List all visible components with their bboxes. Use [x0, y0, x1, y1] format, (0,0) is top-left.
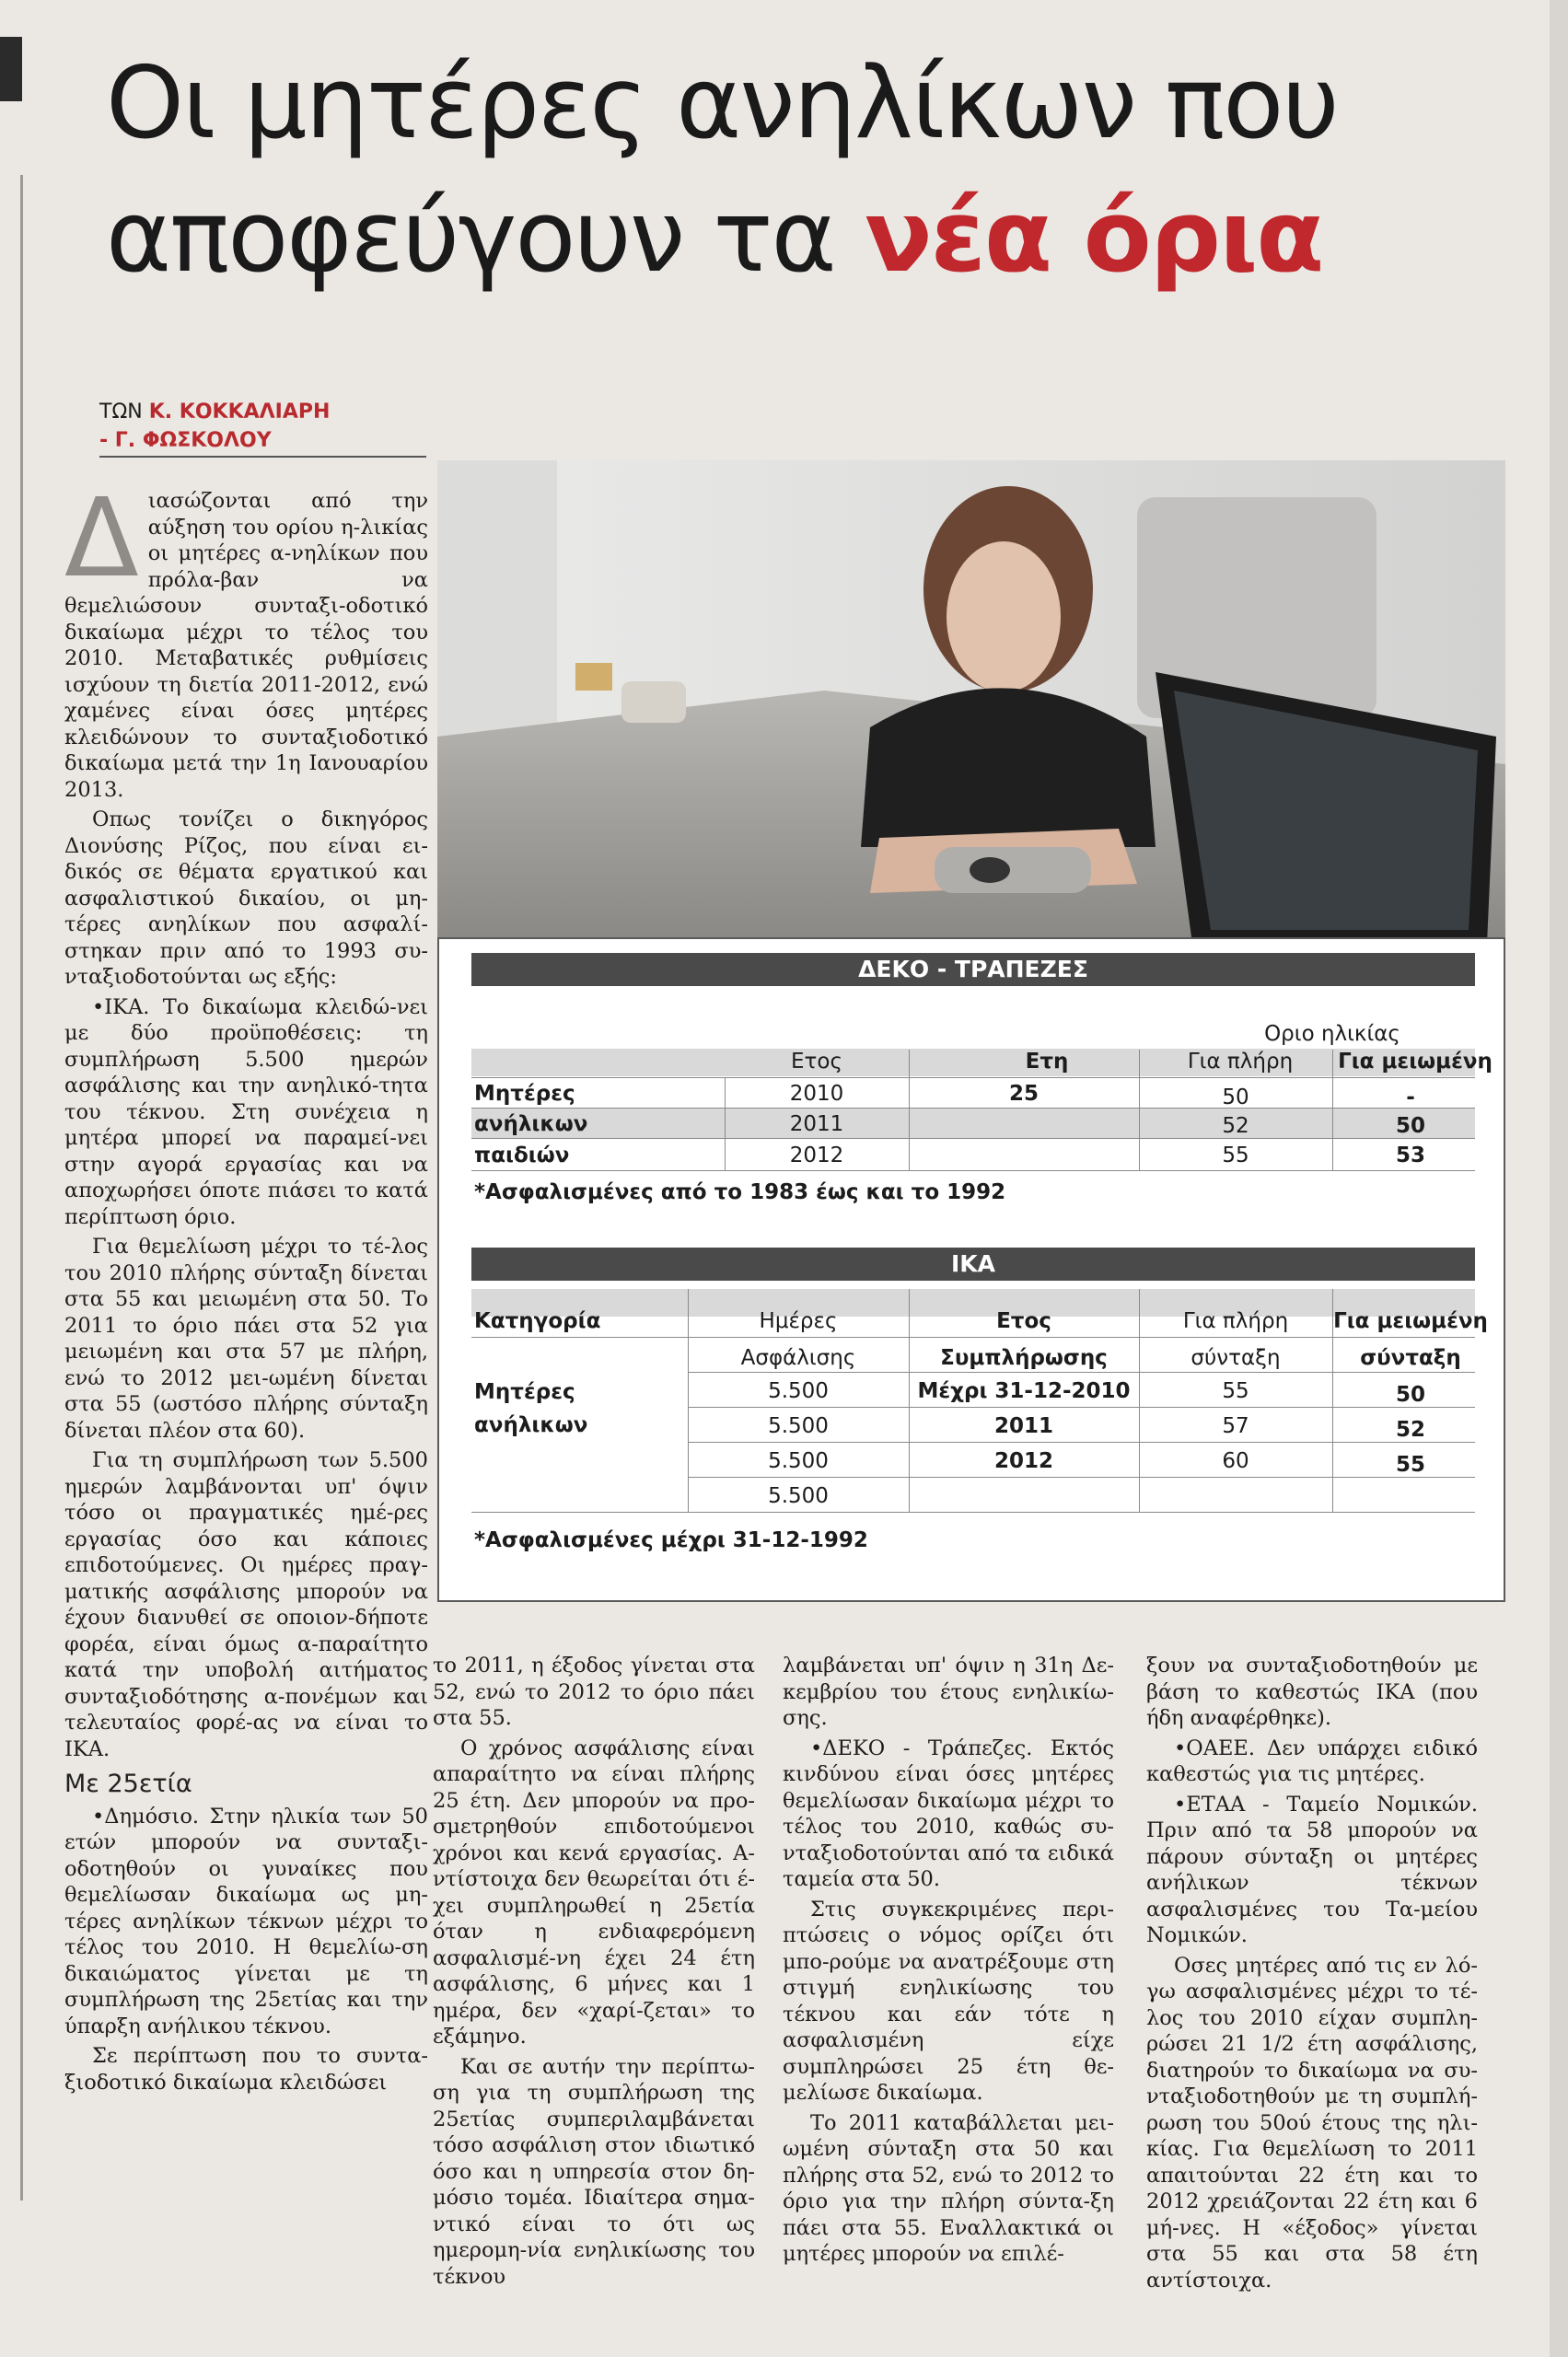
article-column-1	[64, 474, 428, 2099]
table1-row-label: ανήλικων	[474, 1112, 588, 1136]
headline-line-2: αποφεύγουν τα νέα όρια	[106, 180, 1323, 295]
table1-title: ΔΕΚΟ - ΤΡΑΠΕΖΕΣ	[471, 953, 1475, 986]
table2-full: 57	[1222, 1414, 1249, 1438]
table2-rule	[471, 1337, 1475, 1338]
table2-full: 55	[1222, 1379, 1249, 1403]
table1-reduced: 50	[1395, 1114, 1425, 1138]
paragraph: Για τη συμπλήρωση των 5.500 ημερών λαμβάνονται υπ' όψιν τόσο οι πραγματικές ημέ-ρες εργασίας όσο και κάποιες επιδοτούμενες. Οι ημέρες πραγ-ματικής ασφάλισης μπορούν να έχουν διανυθεί σε οποιον-δήποτε φορέα, είναι όμως α-παραίτητο κατά την υποβολή αιτήματος συνταξιοδότησης α-πονέμων και τελευταίος φορέ-ας να είναι το ΙΚΑ.	[64, 1448, 428, 1761]
paragraph: •Δημόσιο. Στην ηλικία των 50 ετών μπορούν να συνταξι-οδοτηθούν οι γυναίκες που θεμελίωσαν δικαίωμα ως μη-τέρες ανηλίκων τέκνων μέχρι το τέλος του 2010. Η θεμελίω-ση δικαιώματος γίνεται με τη συμπλήρωση της 25ετίας και την ύπαρξη ανήλικου τέκνου.	[64, 1804, 428, 2038]
table2-year: 2012	[993, 1449, 1053, 1473]
article-column-3	[783, 1653, 1114, 2271]
table2-header-days-2: Ασφάλισης	[740, 1346, 856, 1370]
article-column-2	[433, 1653, 755, 2293]
table1-year: 2010	[789, 1082, 844, 1106]
table1-years-required: 25	[1008, 1082, 1039, 1106]
table2-header-reduced-1: Για μειωμένη	[1333, 1309, 1488, 1333]
table2-row-label: Μητέρες	[474, 1380, 575, 1404]
paragraph: •ΕΤΑΑ - Ταμείο Νομικών. Πριν από τα 58 μπορούν να πάρουν σύνταξη οι μητέρες ανήλικων τέκνων ασφαλισμένες του Τα-μείου Νομικών.	[1146, 1792, 1478, 1947]
table2-header-full-2: σύνταξη	[1191, 1346, 1281, 1370]
byline-rule	[99, 456, 426, 458]
table2-reduced: 52	[1395, 1418, 1425, 1442]
table2-header-full-1: Για πλήρη	[1182, 1309, 1289, 1333]
table2-year: 2011	[993, 1414, 1053, 1438]
paragraph: λαμβάνεται υπ' όψιν η 31η Δε-κεμβρίου του έτους ενηλικίω-σης.	[783, 1654, 1114, 1730]
table1-row-label: παιδιών	[474, 1144, 570, 1167]
table2-header-year-1: Ετος	[996, 1309, 1051, 1333]
paragraph: •ΟΑΕΕ. Δεν υπάρχει ειδικό καθεστώς για τις μητέρες.	[1146, 1736, 1478, 1786]
paragraph: Στις συγκεκριμένες περι-πτώσεις ο νόμος ορίζει ότι μπο-ρούμε να ανατρέξουμε στη στιγμή ενηλικίωσης του τέκνου και εάν τότε η ασφαλισμένη είχε συμπληρώσει 25 έτη θε-μελίωσε δικαίωμα.	[783, 1897, 1114, 2105]
table2-days: 5.500	[768, 1484, 829, 1508]
table1-group-header: Οριο ηλικίας	[1264, 1022, 1400, 1046]
gutter-bar	[0, 37, 22, 101]
headline	[106, 37, 1542, 304]
paragraph: ξουν να συνταξιοδοτηθούν με βάση το καθεστώς ΙΚΑ (που ήδη αναφέρθηκε).	[1146, 1654, 1478, 1730]
article-photo	[437, 460, 1505, 944]
table2-title: ΙΚΑ	[471, 1248, 1475, 1281]
table1-year: 2011	[789, 1112, 844, 1136]
column-divider	[20, 175, 23, 2200]
data-tables-box	[437, 937, 1505, 1602]
subhead: Με 25ετία	[64, 1770, 192, 1798]
article-column-4	[1146, 1653, 1478, 2297]
paragraph: Ο χρόνος ασφάλισης είναι απαραίτητο να είναι πλήρης 25 έτη. Δεν μπορούν να προ-σμετρηθούν επιδοτούμενοι χρόνοι και κενά εργασίας. Α-ντίστοιχα δεν θεωρείται ότι έ-χει συμπληρωθεί η 25ετία όταν η ενδιαφερόμενη ασφαλισμέ-νη έχει 24 έτη ασφάλισης, 6 μήνες και 1 ημέρα, δεν «χαρί-ζεται» το εξάμηνο.	[433, 1736, 755, 2049]
table2-days: 5.500	[768, 1449, 829, 1473]
table1-header-years: Ετη	[1025, 1050, 1069, 1074]
table2-row-label: ανήλικων	[474, 1413, 588, 1437]
headline-line-1: Οι μητέρες ανηλίκων που	[106, 46, 1338, 161]
paragraph: •ΙΚΑ. Το δικαίωμα κλειδώ-νει με δύο προϋποθέσεις: τη συμπλήρωση 5.500 ημερών ασφάλισης και την ανηλικό-τητα του τέκνου. Στη συνέχεια η μητέρα μπορεί να παραμεί-νει στην αγορά εργασίας και να αποχωρήσει όποτε πιάσει το κατά περίπτωση όριο.	[64, 994, 428, 1229]
table1-header-reduced: Για μειωμένη	[1338, 1050, 1493, 1074]
table2-reduced: 50	[1395, 1383, 1425, 1407]
byline-author-1: Κ. ΚΟΚΚΑΛΙΑΡΗ	[148, 401, 331, 424]
table2-rule	[688, 1372, 1475, 1373]
drop-cap: Δ	[64, 474, 139, 601]
table2-rule	[471, 1512, 1475, 1513]
paragraph: •ΔΕΚΟ - Τράπεζες. Εκτός κινδύνου είναι όσες μητέρες θεμελίωσαν δικαίωμα μέχρι το τέλος του 2010, καθώς συ-νταξιοδοτούνται από τα ειδικά ταμεία στα 50.	[783, 1736, 1114, 1891]
table1-rule	[909, 1050, 910, 1170]
table2-days: 5.500	[768, 1379, 829, 1403]
headline-accent: νέα όρια	[865, 180, 1323, 295]
table2-reduced: 55	[1395, 1453, 1425, 1477]
table2-note: *Ασφαλισμένες μέχρι 31-12-1992	[474, 1528, 868, 1552]
lead-paragraph: Διασώζονται από την αύξηση του ορίου η-λικίας οι μητέρες α-νηλίκων που πρόλα-βαν να θεμελιώσουν συνταξι-οδοτικό δικαίωμα μέχρι το τέλος του 2010. Μεταβατικές ρυθμίσεις ισχύουν τη διετία 2011-2012, ενώ χαμένες είναι όσες μητέρες κλειδώνουν το συνταξιοδοτικό δικαίωμα μετά την 1η Ιανουαρίου 2013.	[64, 474, 428, 802]
paragraph: Το 2011 καταβάλλεται μει-ωμένη σύνταξη στα 50 και πλήρης στα 52, ενώ το 2012 το όριο για την πλήρη σύντα-ξη πάει στα 55. Εναλλακτικά οι μητέρες μπορούν να επιλέ-	[783, 2110, 1114, 2266]
woman-at-desk-photo	[437, 460, 1505, 944]
table1-rule	[471, 1077, 1475, 1078]
table1-header-full: Για πλήρη	[1187, 1050, 1294, 1074]
table2-header-reduced-2: σύνταξη	[1360, 1346, 1461, 1370]
table1-rule	[471, 1170, 1475, 1171]
paragraph: το 2011, η έξοδος γίνεται στα 52, ενώ το 2012 το όριο πάει στα 55.	[433, 1654, 755, 1730]
table1-header-year: Ετος	[791, 1050, 842, 1074]
table2-header-days-1: Ημέρες	[759, 1309, 838, 1333]
paragraph: Οπως τονίζει ο δικηγόρος Διονύσης Ρίζος, που είναι ει-δικός σε θέματα εργατικού και ασφαλιστικού δικαίου, οι μη-τέρες ανηλίκων που ασφαλί-στηκαν πριν από το 1993 συ-νταξιοδοτούνται ως εξής:	[64, 807, 428, 989]
table2-full: 60	[1222, 1449, 1249, 1473]
page-edge	[1550, 0, 1568, 2357]
byline-author-2: - Γ. ΦΩΣΚΟΛΟΥ	[99, 429, 272, 452]
table1-row-label: Μητέρες	[474, 1082, 575, 1106]
byline: ΤΩΝ Κ. ΚΟΚΚΑΛΙΑΡΗ - Γ. ΦΩΣΚΟΛΟΥ	[99, 398, 426, 455]
paragraph: Σε περίπτωση που το συντα-ξιοδοτικό δικαίωμα κλειδώσει	[64, 2044, 428, 2095]
paragraph: Για θεμελίωση μέχρι το τέ-λος του 2010 πλήρης σύνταξη δίνεται στα 55 και μειωμένη στα 50. Το 2011 το όριο πάει στα 52 για μειωμένη και στα 57 με πλήρη, ενώ το 2012 μει-ωμένη δίνεται στα 55 (ωστόσο πλήρης σύνταξη δίνεται πλέον στα 60).	[64, 1235, 428, 1443]
table1-reduced: 53	[1395, 1144, 1425, 1167]
table1-note: *Ασφαλισμένες από το 1983 έως και το 1992	[474, 1180, 1006, 1204]
paragraph: Και σε αυτήν την περίπτω-ση για τη συμπλήρωση της 25ετίας συμπεριλαμβάνεται τόσο ασφάλιση στον ιδιωτικό όσο και η υπηρεσία στον δη-μόσιο τομέα. Ιδιαίτερα σημα-ντικό είναι το ότι ως ημερομη-νία ενηλικίωσης του τέκνου	[433, 2054, 755, 2289]
table1-year: 2012	[789, 1144, 844, 1167]
table2-year: Μέχρι 31-12-2010	[917, 1379, 1131, 1403]
table1-full: 55	[1222, 1144, 1249, 1167]
table1-full: 50	[1222, 1086, 1249, 1109]
table2-header-year-2: Συμπλήρωσης	[940, 1346, 1108, 1370]
table1-full: 52	[1222, 1114, 1249, 1138]
table2-days: 5.500	[768, 1414, 829, 1438]
paragraph: Οσες μητέρες από τις εν λό-γω ασφαλισμένες μέχρι το τέ-λος του 2010 είχαν συμπλη-ρώσει 21 1/2 έτη ασφάλισης, διατηρούν το δικαίωμα να συ-νταξιοδοτηθούν με τη συμπλή-ρωση του 50ού έτους της ηλι-κίας. Για θεμελίωση το 2011 απαιτούνται 22 έτη και το 2012 χρειάζονται 22 έτη και 6 μή-νες. Η «έξοδος» γίνεται στα 55 και στα 58 έτη αντίστοιχα.	[1146, 1953, 1478, 2293]
table2-header-category: Κατηγορία	[474, 1309, 601, 1333]
table1-reduced: -	[1406, 1086, 1415, 1109]
